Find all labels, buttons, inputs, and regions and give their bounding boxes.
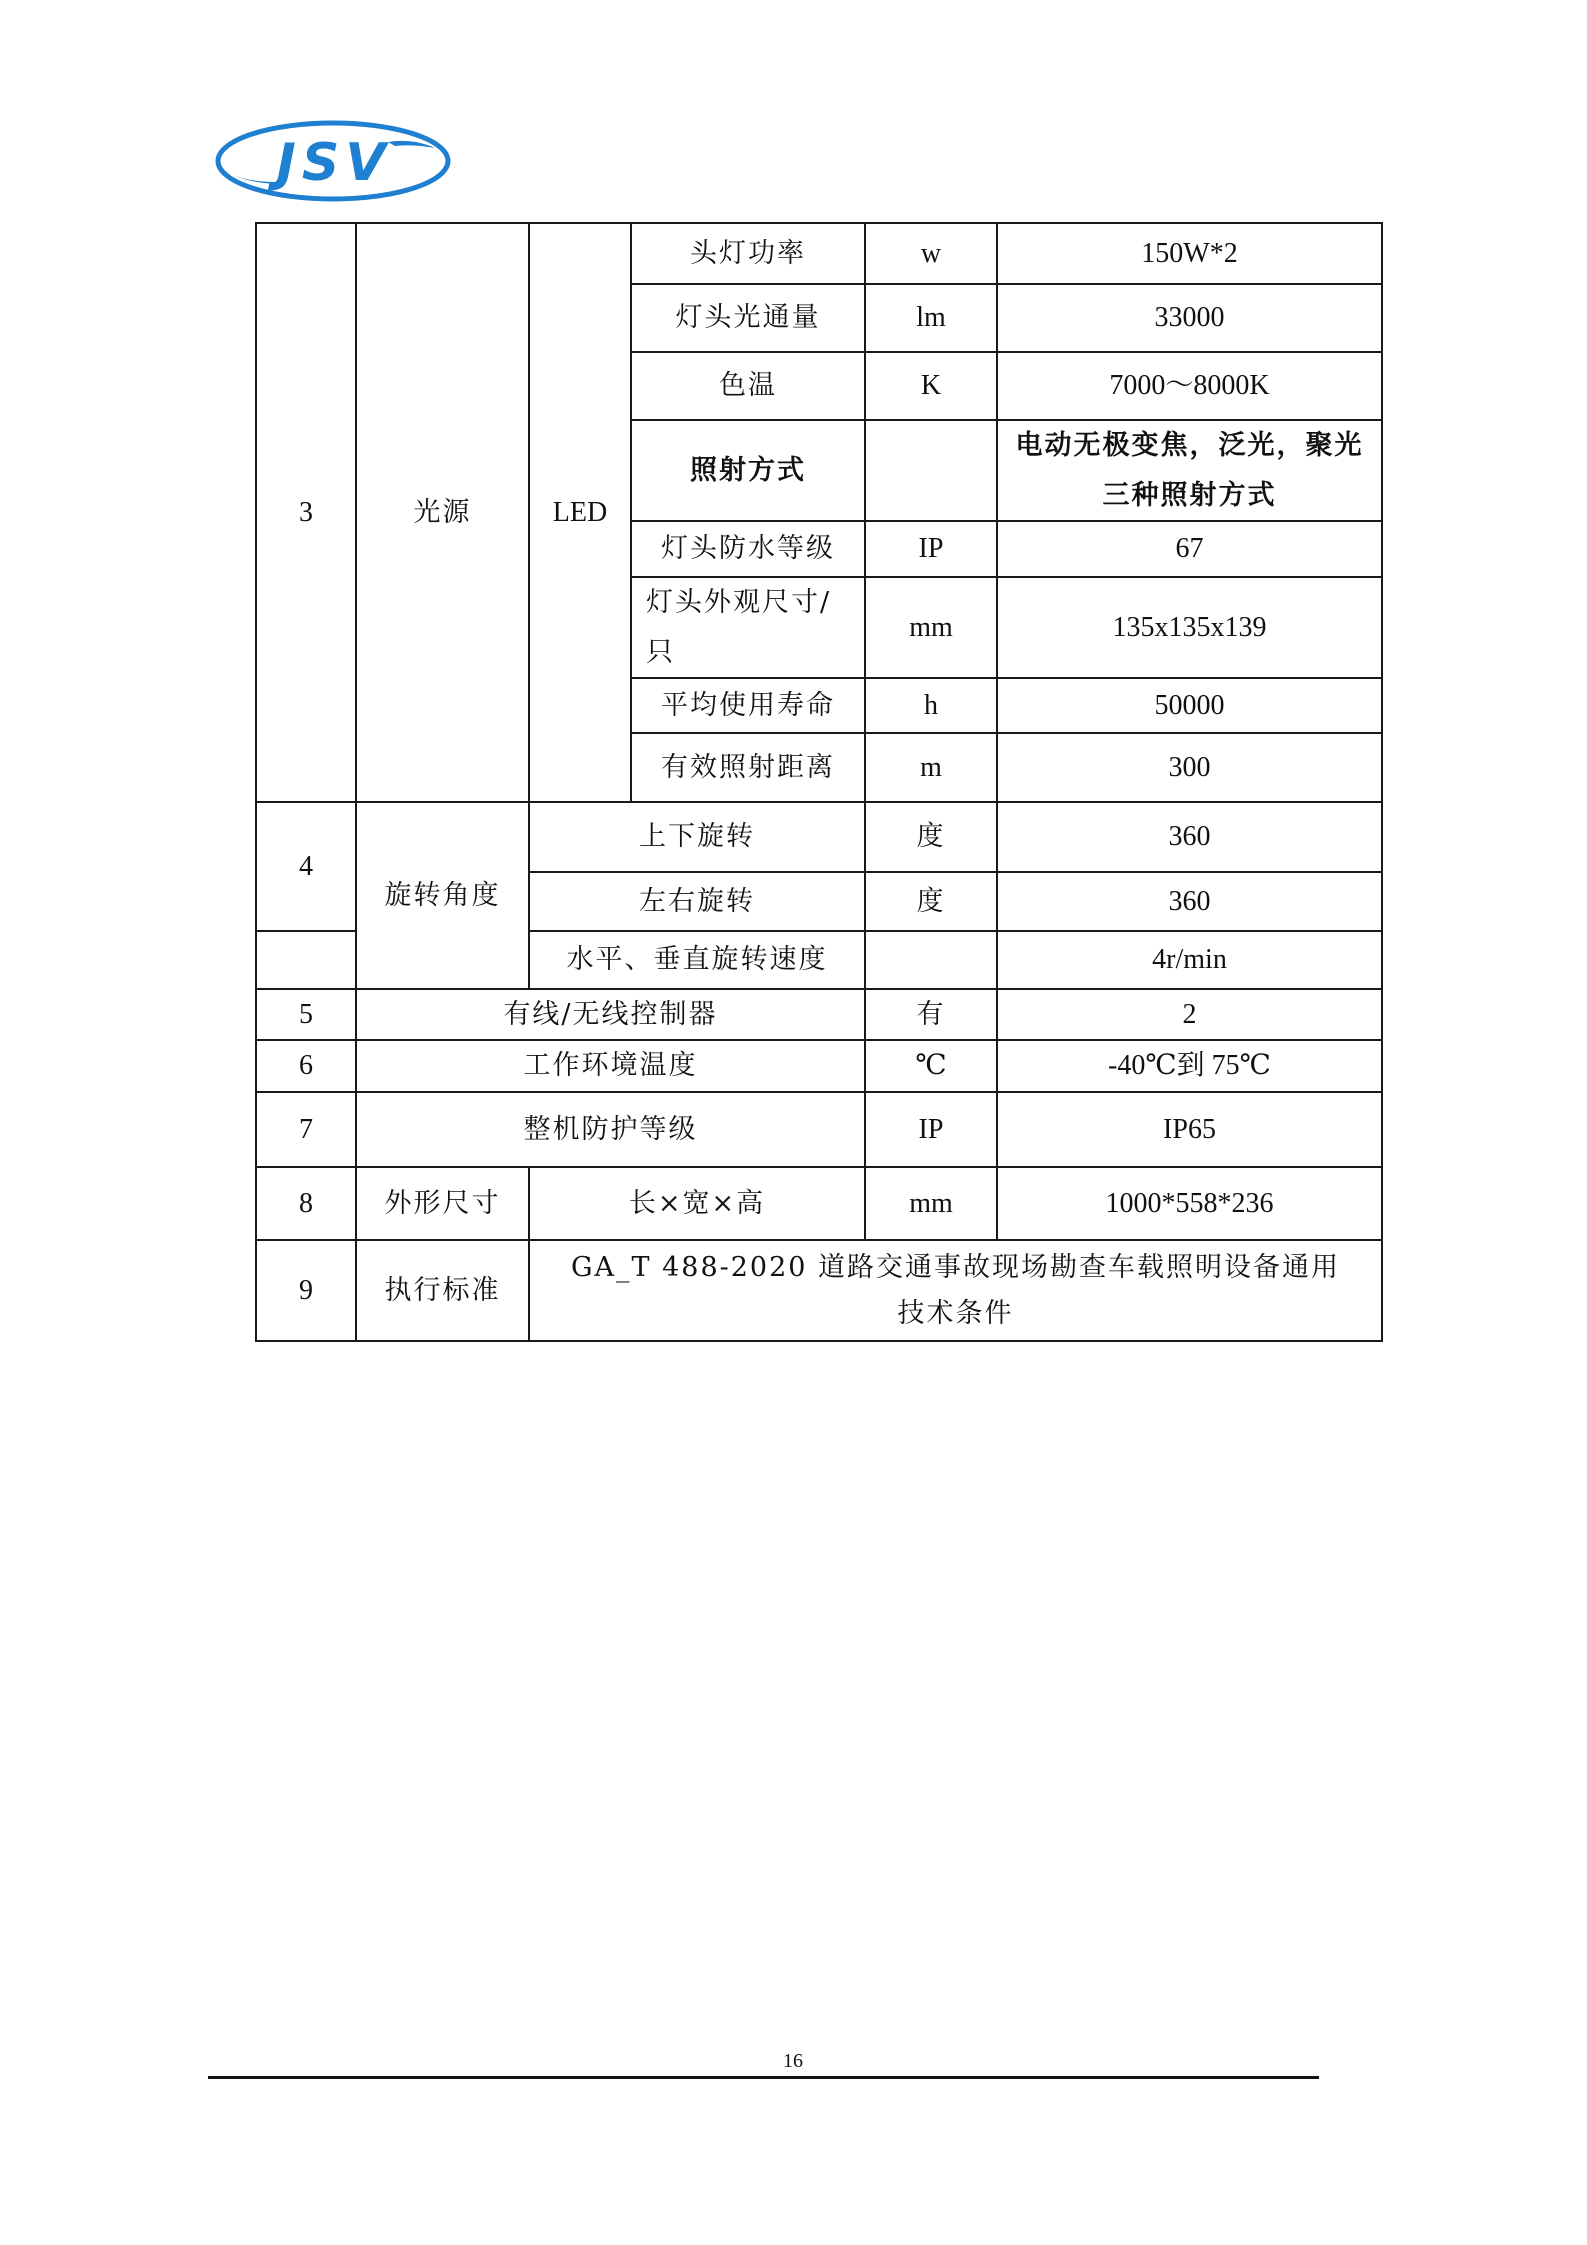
protection-unit: IP <box>864 1091 998 1168</box>
operating-temp-unit: ℃ <box>864 1039 998 1093</box>
standard-category: 执行标准 <box>355 1239 530 1342</box>
lifetime-unit: h <box>864 677 998 734</box>
row9-index: 9 <box>255 1239 357 1342</box>
row4-index: 4 <box>255 801 357 932</box>
pan-rotation-unit: 度 <box>864 871 998 932</box>
operating-temp-value: -40℃到 75℃ <box>996 1039 1383 1093</box>
protection-value: IP65 <box>996 1091 1383 1168</box>
lifetime-label: 平均使用寿命 <box>630 677 866 734</box>
jsv-logo-icon <box>213 118 453 204</box>
tilt-rotation-value: 360 <box>996 801 1383 873</box>
light-power-unit: w <box>864 222 998 285</box>
lamp-size-value: 135x135x139 <box>996 576 1383 679</box>
standard-value <box>528 1239 1383 1342</box>
waterproof-label: 灯头防水等级 <box>630 520 866 578</box>
illumination-mode-unit <box>864 419 998 522</box>
row6-index: 6 <box>255 1039 357 1093</box>
row8-index: 8 <box>255 1166 357 1241</box>
luminous-flux-unit: lm <box>864 283 998 353</box>
light-power-label: 头灯功率 <box>630 222 866 285</box>
row4-index-empty <box>255 930 357 990</box>
jsv-logo <box>213 118 453 204</box>
rotation-speed-unit <box>864 930 998 990</box>
page-number: 16 <box>783 2050 803 2072</box>
row3-index: 3 <box>255 222 357 803</box>
standard-value-line1: GA_T 488-2020 道路交通事故现场勘查车载照明设备通用 <box>570 1251 1341 1283</box>
range-unit: m <box>864 732 998 803</box>
operating-temp-label: 工作环境温度 <box>355 1039 866 1093</box>
row7-index: 7 <box>255 1091 357 1168</box>
range-label: 有效照射距离 <box>630 732 866 803</box>
rotation-speed-label: 水平、垂直旋转速度 <box>528 930 866 990</box>
tilt-rotation-unit: 度 <box>864 801 998 873</box>
illumination-mode-label: 照射方式 <box>630 419 866 522</box>
luminous-flux-value: 33000 <box>996 283 1383 353</box>
waterproof-unit: IP <box>864 520 998 578</box>
controller-value: 2 <box>996 988 1383 1041</box>
footer-divider <box>208 2076 1319 2079</box>
waterproof-value: 67 <box>996 520 1383 578</box>
light-power-value: 150W*2 <box>996 222 1383 285</box>
illumination-mode-value: 电动无极变焦，泛光，聚光三种照射方式 <box>996 419 1383 522</box>
range-value: 300 <box>996 732 1383 803</box>
protection-label: 整机防护等级 <box>355 1091 866 1168</box>
dimensions-category: 外形尺寸 <box>355 1166 530 1241</box>
luminous-flux-label: 灯头光通量 <box>630 283 866 353</box>
pan-rotation-label: 左右旋转 <box>528 871 866 932</box>
color-temp-label: 色温 <box>630 351 866 421</box>
dimensions-value: 1000*558*236 <box>996 1166 1383 1241</box>
pan-rotation-value: 360 <box>996 871 1383 932</box>
tilt-rotation-label: 上下旋转 <box>528 801 866 873</box>
lamp-size-unit: mm <box>864 576 998 679</box>
row4-category: 旋转角度 <box>355 801 530 990</box>
row5-index: 5 <box>255 988 357 1041</box>
standard-value-line2: 技术条件 <box>897 1297 1014 1329</box>
controller-unit: 有 <box>864 988 998 1041</box>
svg-text:JSV: JSV <box>276 133 392 193</box>
lifetime-value: 50000 <box>996 677 1383 734</box>
controller-label: 有线/无线控制器 <box>355 988 866 1041</box>
row3-type: LED <box>528 222 632 803</box>
rotation-speed-value: 4r/min <box>996 930 1383 990</box>
dimensions-unit: mm <box>864 1166 998 1241</box>
row3-category: 光源 <box>355 222 530 803</box>
dimensions-label: 长×宽×高 <box>528 1166 866 1241</box>
color-temp-value: 7000～8000K <box>996 351 1383 421</box>
color-temp-unit: K <box>864 351 998 421</box>
lamp-size-label: 灯头外观尺寸/只 <box>630 576 866 679</box>
